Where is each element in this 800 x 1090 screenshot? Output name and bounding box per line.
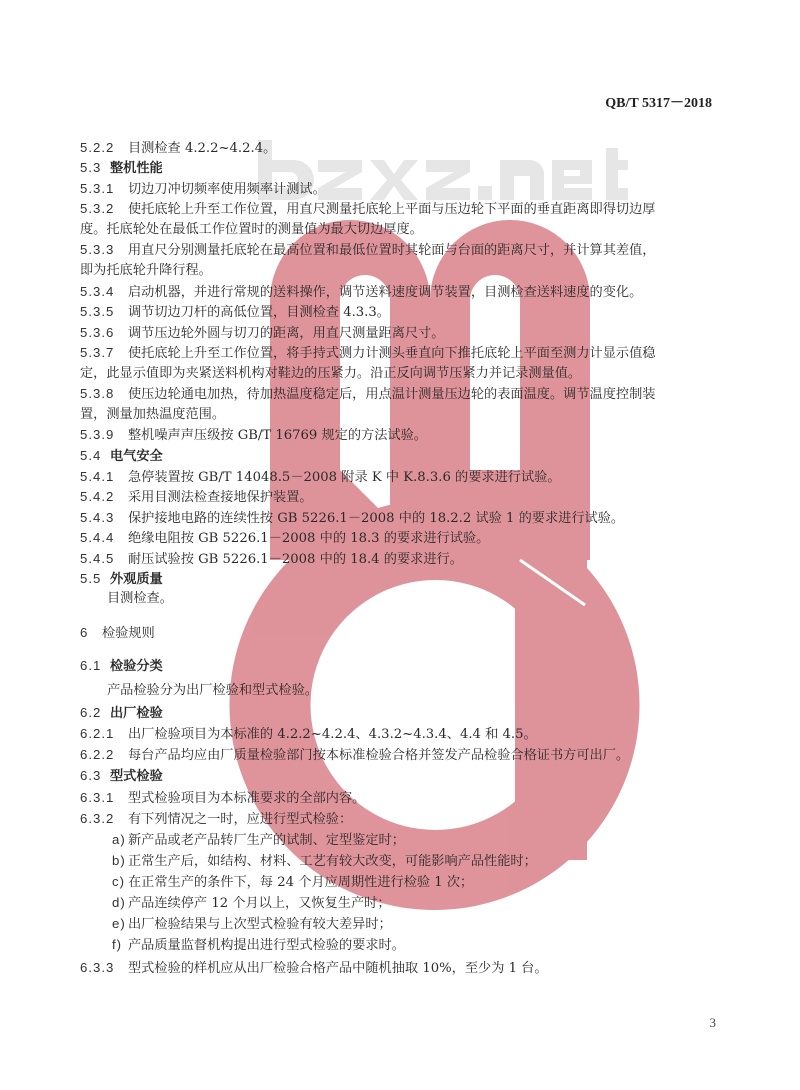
clause-text: 即为托底轮升降行程。 [80, 263, 212, 278]
clause-text: 产品连续停产 12 个月以上，又恢复生产时； [128, 896, 391, 911]
clause-number: 5.4.5 [80, 551, 115, 566]
clause-number: f) [112, 937, 123, 952]
clause-text: 出厂检验 [110, 706, 163, 721]
clause-text: 正常生产后，如结构、材料、工艺有较大改变，可能影响产品性能时； [128, 854, 537, 869]
clause-text: 新产品或老产品转厂生产的试制、定型鉴定时； [128, 833, 405, 848]
clause-number: 6.2 [80, 705, 102, 720]
clause-text: 保护接地电路的连续性按 GB 5226.1－2008 中的 18.2.2 试验 1 的要求进行试验。 [128, 511, 625, 526]
clause-number: 5.3.5 [80, 304, 115, 319]
clause-text: 使托底轮上升至工作位置，将手持式测力计测头垂直向下推托底轮上平面至测力计显示值稳 [128, 346, 656, 361]
clause-text: 有下列情况之一时，应进行型式检验： [128, 812, 353, 827]
list-item [112, 916, 392, 933]
clause-number: 6.2.2 [80, 747, 115, 762]
clause-text: 启动机器，并进行常规的送料操作，调节送料速度调节装置，目测检查送料速度的变化。 [128, 285, 643, 300]
list-item [112, 937, 405, 954]
clause-line [80, 140, 276, 157]
clause-text: 度。托底轮处在最低工作位置时的测量值为最大切边厚度。 [80, 222, 423, 237]
clause-line [80, 242, 656, 259]
clause-line [80, 960, 548, 977]
clause-text: 用直尺分别测量托底轮在最高位置和最低位置时其轮面与台面的距离尺寸，并计算其差值， [128, 243, 656, 258]
clause-number: 6.3.1 [80, 790, 115, 805]
clause-text: 出厂检验项目为本标准的 4.2.2~4.2.4、4.3.2~4.3.4、4.4 和 4.5。 [128, 727, 537, 742]
clause-number: 6.3.2 [80, 811, 115, 826]
clause-line [80, 489, 313, 506]
clause-number: 5.2.2 [80, 140, 115, 155]
clause-text: 电气安全 [110, 449, 163, 464]
clause-line [80, 510, 624, 527]
clause-text: 在正常生产的条件下，每 24 个月应周期性进行检验 1 次； [128, 875, 474, 890]
clause-line [80, 551, 463, 568]
clause-line [80, 386, 656, 403]
clause-text: 外观质量 [110, 572, 163, 587]
clause-text: 目测检查 4.2.2~4.2.4。 [128, 141, 277, 156]
clause-number: 5.3.4 [80, 284, 115, 299]
clause-line [80, 726, 537, 743]
clause-line [80, 747, 629, 764]
clause-number: 6 [80, 625, 89, 640]
clause-text: 调节压边轮外圆与切刀的距离，用直尺测量距离尺寸。 [128, 326, 445, 341]
list-item [112, 874, 473, 891]
clause-number: 5.3 [80, 160, 102, 175]
clause-text: 使压边轮通电加热，待加热温度稳定后，用点温计测量压边轮的表面温度。调节温度控制装 [128, 387, 656, 402]
clause-number: 5.3.8 [80, 386, 115, 401]
clause-text: 型式检验的样机应从出厂检验合格产品中随机抽取 10%，至少为 1 台。 [128, 961, 548, 976]
clause-number: 5.3.2 [80, 201, 115, 216]
clause-text: 检验分类 [110, 659, 163, 674]
clause-number: d) [112, 895, 126, 910]
section-heading [80, 705, 163, 722]
clause-text: 定，此显示值即为夹紧送料机构对鞋边的压紧力。沿正反向调节压紧力并记录测量值。 [80, 366, 582, 381]
clause-number: 5.3.6 [80, 325, 115, 340]
clause-line [80, 345, 656, 362]
clause-text: 整机噪声声压级按 GB/T 16769 规定的方法试验。 [128, 428, 427, 443]
clause-line [107, 683, 318, 699]
clause-text: 检验规则 [102, 626, 155, 641]
clause-text: 产品检验分为出厂检验和型式检验。 [107, 683, 318, 698]
clause-line [80, 469, 561, 486]
clause-text: 采用目测法检查接地保护装置。 [128, 490, 313, 505]
clause-number: b) [112, 853, 126, 868]
clause-line [80, 284, 642, 301]
clause-number: 5.3.7 [80, 345, 115, 360]
clause-number: a) [112, 832, 126, 847]
clause-number: c) [112, 874, 125, 889]
clause-line [80, 304, 390, 321]
clause-text: 整机性能 [110, 161, 163, 176]
clause-line [80, 201, 656, 218]
clause-text: 调节切边刀杆的高低位置，目测检查 4.3.3。 [128, 305, 390, 320]
clause-text: 切边刀冲切频率使用频率计测试。 [128, 182, 326, 197]
page-number: 3 [709, 1015, 716, 1030]
clause-number: 5.4.2 [80, 489, 115, 504]
list-item [112, 853, 537, 870]
clause-line [80, 530, 489, 547]
clause-number: 5.5 [80, 571, 102, 586]
clause-number: 6.3 [80, 768, 102, 783]
clause-text: 型式检验 [110, 769, 163, 784]
clause-text: 产品质量监督机构提出进行型式检验的要求时。 [128, 938, 405, 953]
section-heading [80, 658, 163, 675]
clause-number: 5.3.1 [80, 181, 115, 196]
clause-number: 5.4.1 [80, 469, 115, 484]
clause-text: 目测检查。 [107, 591, 173, 606]
clause-number: 6.2.1 [80, 726, 115, 741]
section-heading [80, 160, 163, 177]
clause-text: 绝缘电阻按 GB 5226.1－2008 中的 18.3 的要求进行试验。 [128, 531, 490, 546]
clause-number: 6.1 [80, 658, 102, 673]
clause-number: 5.4 [80, 448, 102, 463]
clause-number: 6.3.3 [80, 960, 115, 975]
section-heading [80, 448, 163, 465]
clause-number: 5.3.3 [80, 242, 115, 257]
list-item [112, 895, 391, 912]
section-heading [80, 768, 163, 785]
clause-text: 出厂检验结果与上次型式检验有较大差异时； [128, 917, 392, 932]
section-heading [80, 571, 163, 588]
list-item [112, 832, 405, 849]
clause-line [80, 811, 352, 828]
clause-line [80, 325, 445, 342]
clause-number: 5.3.9 [80, 427, 115, 442]
clause-text: 每台产品均应由厂质量检验部门按本标准检验合格并签发产品检验合格证书方可出厂。 [128, 748, 630, 763]
clause-line [80, 366, 581, 382]
clause-line [80, 407, 225, 423]
clause-line [80, 181, 326, 198]
standard-number: QB/T 5317－2018 [605, 96, 712, 111]
clause-text: 急停装置按 GB/T 14048.5－2008 附录 K 中 K.8.3.6 的要求进行试验。 [128, 470, 561, 485]
clause-line [107, 591, 173, 607]
clause-line [80, 427, 427, 444]
clause-line [80, 222, 423, 238]
clause-number: e) [112, 916, 126, 931]
section-heading [80, 625, 155, 642]
clause-text: 置，测量加热温度范围。 [80, 407, 226, 422]
clause-text: 耐压试验按 GB 5226.1－2008 中的 18.4 的要求进行。 [128, 552, 463, 567]
clause-line [80, 263, 212, 279]
clause-number: 5.4.4 [80, 530, 115, 545]
clause-text: 型式检验项目为本标准要求的全部内容。 [128, 791, 366, 806]
clause-line [80, 790, 365, 807]
clause-number: 5.4.3 [80, 510, 115, 525]
clause-text: 使托底轮上升至工作位置，用直尺测量托底轮上平面与压边轮下平面的垂直距离即得切边厚 [128, 202, 656, 217]
